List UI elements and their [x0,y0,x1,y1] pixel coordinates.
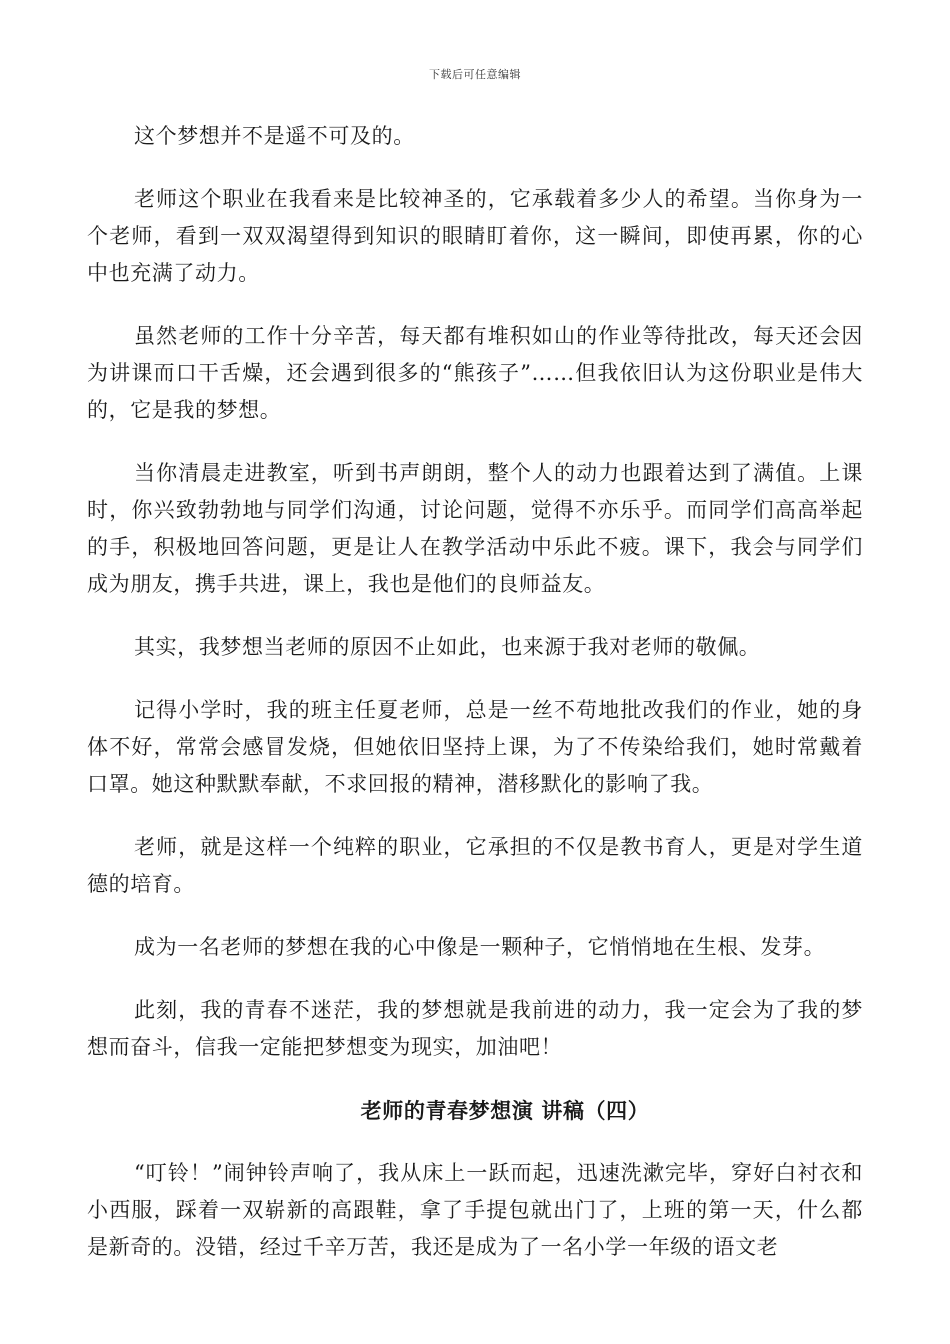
section-title: 老师的青春梦想演 讲稿（四） [360,1098,650,1123]
paragraph: 其实，我梦想当老师的原因不止如此，也来源于我对老师的敬佩。 [134,635,761,659]
paragraph: 老师这个职业在我看来是比较神圣的，它承载着多少人的希望。当你身为一个老师，看到一双双渴望得到知识的眼睛盯着你，这一瞬间，即使再累，你的心中也充满了动力。 [87,187,863,285]
paragraph: “叮铃！”闹钟铃声响了，我从床上一跃而起，迅速洗漱完毕，穿好白衬衣和小西服，踩着一双崭新的高跟鞋，拿了手提包就出门了，上班的第一天，什么都是新奇的。没错，经过千辛万苦，我还是成为了一名小学一年级的语文老 [87,1161,863,1259]
document-body [87,118,863,1266]
paragraph: 成为一名老师的梦想在我的心中像是一颗种子，它悄悄地在生根、发芽。 [134,935,826,959]
paragraph: 记得小学时，我的班主任夏老师，总是一丝不苟地批改我们的作业，她的身体不好，常常会感冒发烧，但她依旧坚持上课，为了不传染给我们，她时常戴着口罩。她这种默默奉献，不求回报的精神，潜移默化的影响了我。 [87,698,863,796]
paragraph: 老师，就是这样一个纯粹的职业，它承担的不仅是教书育人，更是对学生道德的培育。 [87,835,863,896]
header-note: 下载后可任意编辑 [429,68,521,81]
paragraph: 这个梦想并不是遥不可及的。 [134,124,415,148]
paragraph: 此刻，我的青春不迷茫，我的梦想就是我前进的动力，我一定会为了我的梦想而奋斗，信我一定能把梦想变为现实，加油吧！ [87,998,863,1059]
paragraph: 虽然老师的工作十分辛苦，每天都有堆积如山的作业等待批改，每天还会因为讲课而口干舌燥，还会遇到很多的“熊孩子”……但我依旧认为这份职业是伟大的，它是我的梦想。 [87,324,863,422]
paragraph: 当你清晨走进教室，听到书声朗朗，整个人的动力也跟着达到了满值。上课时，你兴致勃勃地与同学们沟通，讨论问题，觉得不亦乐乎。而同学们高高举起的手，积极地回答问题，更是让人在教学活动中乐此不疲。课下，我会与同学们成为朋友，携手共进，课上，我也是他们的良师益友。 [87,461,863,596]
